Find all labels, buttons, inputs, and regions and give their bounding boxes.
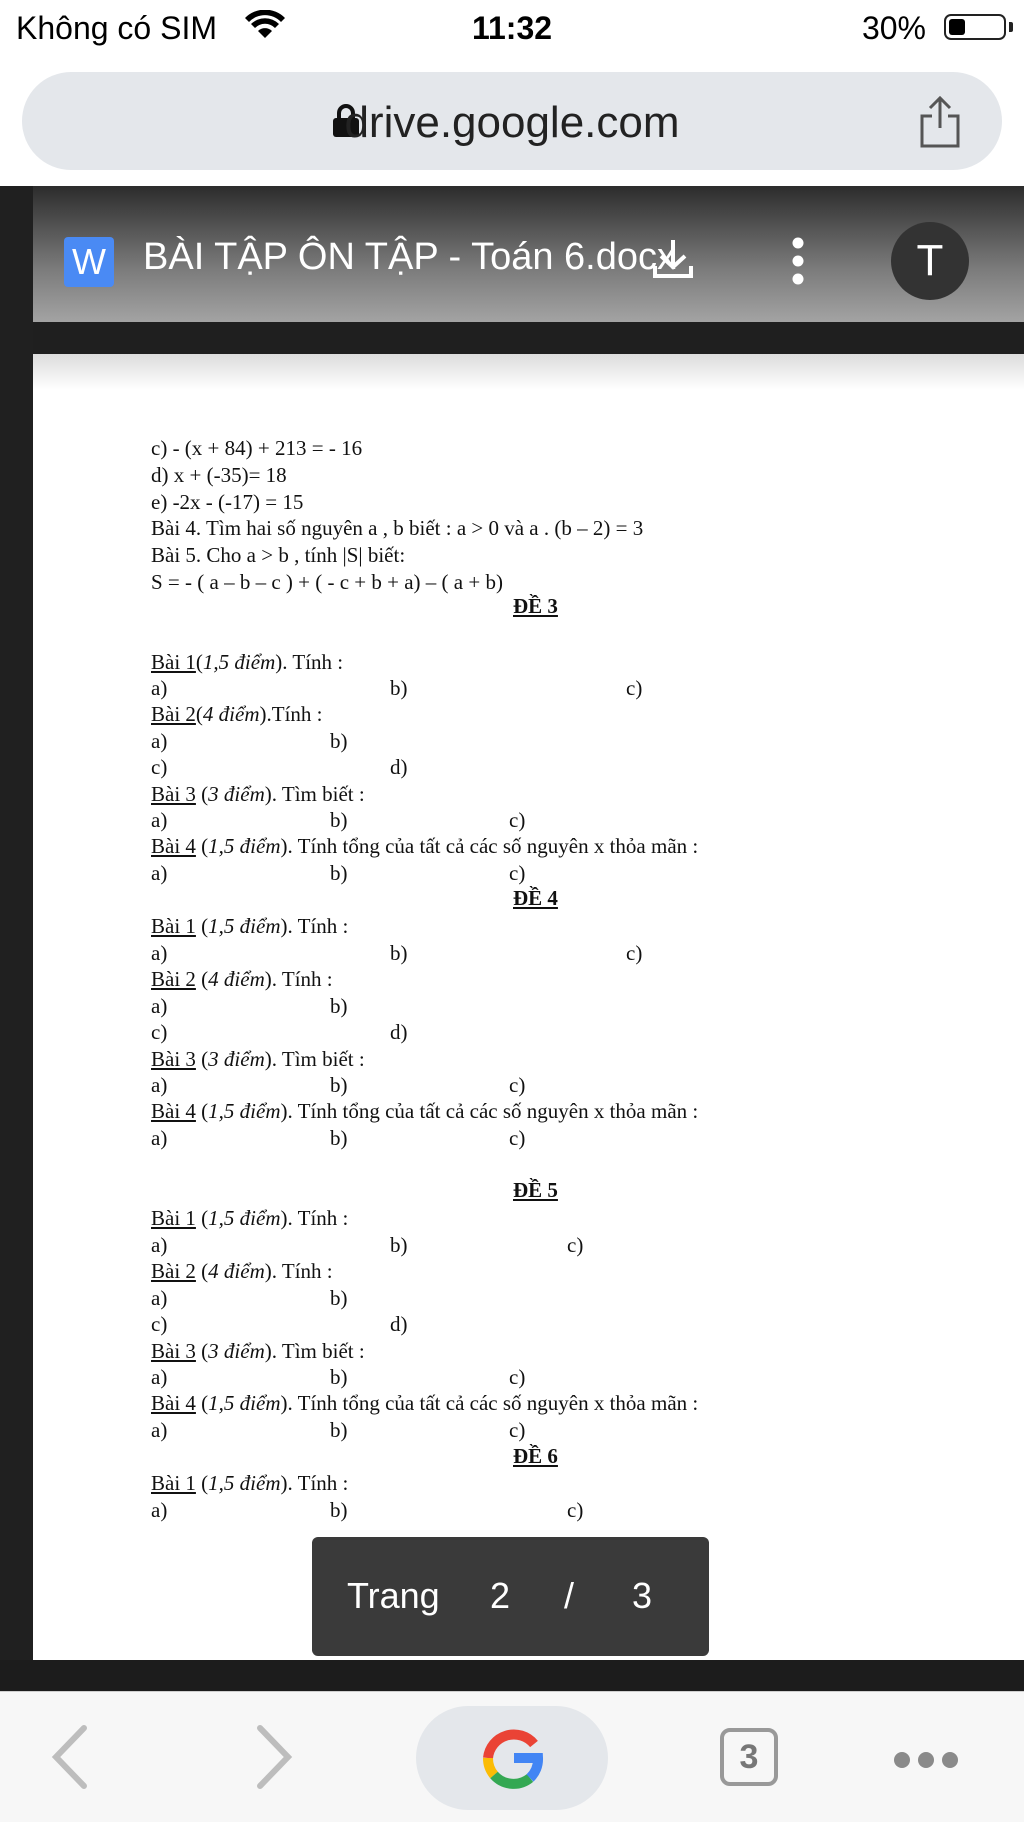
answer-b: b) — [390, 676, 408, 700]
exercise-label: Bài 2 — [151, 967, 196, 991]
answer-c: c) — [567, 1498, 584, 1522]
answer-d: d) — [390, 1020, 408, 1044]
answer-a: a) — [151, 1233, 168, 1257]
section-heading-de4: ĐỀ 4 — [513, 886, 558, 910]
doc-line: c) - (x + 84) + 213 = - 16 — [151, 436, 363, 460]
total-pages: 3 — [632, 1575, 653, 1616]
points: 1,5 điểm — [208, 1206, 281, 1230]
exercise-title: Bài 2 (4 điểm). Tính : — [151, 1259, 333, 1283]
page-label: Trang — [347, 1575, 440, 1616]
exercise-title: Bài 1(1,5 điểm). Tính : — [151, 650, 344, 674]
answer-b: b) — [330, 729, 348, 753]
exercise-instruction: ). Tính : — [264, 1259, 333, 1283]
exercise-instruction: ). Tính : — [280, 914, 349, 938]
answer-c: c) — [509, 1073, 526, 1097]
url-bar-container — [0, 58, 1024, 186]
points: 1,5 điểm — [208, 834, 281, 858]
answer-a: a) — [151, 1073, 168, 1097]
answer-c: c) — [509, 1418, 526, 1442]
url-text[interactable]: drive.google.com — [344, 98, 680, 147]
document-page[interactable] — [33, 354, 1024, 1660]
points: 1,5 điểm — [208, 914, 281, 938]
exercise-title: Bài 1 (1,5 điểm). Tính : — [151, 1471, 349, 1495]
answer-a: a) — [151, 861, 168, 885]
page-indicator — [312, 1537, 709, 1656]
back-arrow-icon[interactable] — [48, 1722, 92, 1797]
answer-b: b) — [390, 941, 408, 965]
battery-tip — [1009, 22, 1013, 32]
account-avatar[interactable]: T — [891, 222, 969, 300]
status-bar — [0, 0, 1024, 58]
doc-line: d) x + (-35)= 18 — [151, 463, 287, 487]
word-file-icon: W — [64, 237, 114, 287]
answer-d: d) — [390, 755, 408, 779]
answer-b: b) — [330, 1365, 348, 1389]
exercise-title: Bài 2(4 điểm).Tính : — [151, 702, 323, 726]
google-g-icon — [480, 1726, 544, 1790]
exercise-label: Bài 1 — [151, 1471, 196, 1495]
answer-b: b) — [330, 1073, 348, 1097]
url-bar[interactable] — [22, 72, 1002, 170]
battery-icon — [944, 14, 1006, 40]
exercise-title: Bài 3 (3 điểm). Tìm biết : — [151, 1047, 365, 1071]
exercise-instruction: ). Tính tổng của tất cả các số nguyên x thỏa mãn : — [280, 1099, 699, 1123]
forward-arrow-icon[interactable] — [252, 1722, 296, 1797]
exercise-instruction: ). Tính : — [275, 650, 344, 674]
left-frame — [0, 186, 33, 1691]
answer-a: a) — [151, 729, 168, 753]
current-page: 2 — [490, 1575, 511, 1616]
exercise-title: Bài 3 (3 điểm). Tìm biết : — [151, 782, 365, 806]
exercise-label: Bài 4 — [151, 1099, 196, 1123]
points: 1,5 điểm — [208, 1391, 281, 1415]
points: 1,5 điểm — [208, 1099, 281, 1123]
exercise-label: Bài 4 — [151, 834, 196, 858]
answer-b: b) — [330, 1286, 348, 1310]
viewer-header — [33, 186, 1024, 322]
page-top-shadow — [33, 354, 1024, 390]
exercise-instruction: ). Tìm biết : — [264, 1339, 365, 1363]
exercise-instruction: ). Tính : — [280, 1206, 349, 1230]
answer-a: a) — [151, 1418, 168, 1442]
answer-b: b) — [330, 1498, 348, 1522]
points: 1,5 điểm — [208, 1471, 281, 1495]
section-heading-de6: ĐỀ 6 — [513, 1444, 558, 1468]
more-vert-icon[interactable] — [791, 236, 805, 291]
battery-fill — [949, 19, 965, 35]
page-separator: / — [564, 1575, 575, 1616]
exercise-instruction: ). Tính tổng của tất cả các số nguyên x thỏa mãn : — [280, 1391, 699, 1415]
answer-a: a) — [151, 1126, 168, 1150]
answer-a: a) — [151, 941, 168, 965]
points: 3 điểm — [208, 782, 265, 806]
answer-b: b) — [330, 1418, 348, 1442]
exercise-label: Bài 3 — [151, 782, 196, 806]
exercise-instruction: ). Tính tổng của tất cả các số nguyên x thỏa mãn : — [280, 834, 699, 858]
battery-percent: 30% — [861, 10, 926, 46]
answer-b: b) — [390, 1233, 408, 1257]
doc-line: e) -2x - (-17) = 15 — [151, 490, 304, 514]
viewer-bottom-frame — [0, 1660, 1024, 1691]
doc-line: Bài 4. Tìm hai số nguyên a , b biết : a > 0 và a . (b – 2) = 3 — [151, 516, 644, 540]
exercise-instruction: ). Tính : — [280, 1471, 349, 1495]
exercise-title: Bài 1 (1,5 điểm). Tính : — [151, 1206, 349, 1230]
exercise-label: Bài 3 — [151, 1047, 196, 1071]
tabs-button[interactable]: 3 — [720, 1728, 778, 1786]
exercise-label: Bài 1 — [151, 1206, 196, 1230]
answer-c: c) — [626, 941, 643, 965]
answer-b: b) — [330, 1126, 348, 1150]
answer-a: a) — [151, 994, 168, 1018]
answer-a: a) — [151, 1365, 168, 1389]
answer-c: c) — [509, 861, 526, 885]
header-gap — [33, 322, 1024, 354]
share-icon[interactable] — [918, 94, 962, 153]
section-heading-de3: ĐỀ 3 — [513, 594, 558, 618]
points: 4 điểm — [202, 702, 260, 726]
points: 4 điểm — [208, 967, 265, 991]
exercise-label: Bài 4 — [151, 1391, 196, 1415]
answer-b: b) — [330, 994, 348, 1018]
exercise-label: Bài 1 — [151, 914, 196, 938]
points: 1,5 điểm — [202, 650, 276, 674]
answer-c: c) — [509, 808, 526, 832]
answer-c: c) — [626, 676, 643, 700]
exercise-instruction: ). Tìm biết : — [264, 1047, 365, 1071]
answer-b: b) — [330, 861, 348, 885]
doc-line: Bài 5. Cho a > b , tính |S| biết: — [151, 543, 406, 567]
answer-a: a) — [151, 1286, 168, 1310]
exercise-instruction: ).Tính : — [259, 702, 323, 726]
points: 4 điểm — [208, 1259, 265, 1283]
more-horiz-icon[interactable] — [894, 1752, 966, 1773]
exercise-title: Bài 3 (3 điểm). Tìm biết : — [151, 1339, 365, 1363]
exercise-title: Bài 1 (1,5 điểm). Tính : — [151, 914, 349, 938]
exercise-instruction: ). Tính : — [264, 967, 333, 991]
answer-c: c) — [567, 1233, 584, 1257]
google-search-button[interactable] — [416, 1706, 608, 1810]
answer-a: a) — [151, 1498, 168, 1522]
answer-b: b) — [330, 808, 348, 832]
exercise-title: Bài 4 (1,5 điểm). Tính tổng của tất cả các số nguyên x thỏa mãn : — [151, 1099, 699, 1123]
carrier-label: Không có SIM — [16, 10, 217, 46]
browser-toolbar — [0, 1691, 1024, 1822]
exercise-label: Bài 1 — [151, 650, 196, 674]
points: 3 điểm — [208, 1339, 265, 1363]
document-title: BÀI TẬP ÔN TẬP - Toán 6.docx — [143, 236, 676, 278]
exercise-title: Bài 4 (1,5 điểm). Tính tổng của tất cả các số nguyên x thỏa mãn : — [151, 1391, 699, 1415]
answer-c: c) — [151, 755, 168, 779]
answer-d: d) — [390, 1312, 408, 1336]
answer-a: a) — [151, 808, 168, 832]
answer-c: c) — [509, 1365, 526, 1389]
answer-c: c) — [509, 1126, 526, 1150]
answer-a: a) — [151, 676, 168, 700]
exercise-title: Bài 4 (1,5 điểm). Tính tổng của tất cả các số nguyên x thỏa mãn : — [151, 834, 699, 858]
points: 3 điểm — [208, 1047, 265, 1071]
doc-line: S = - ( a – b – c ) + ( - c + b + a) – ( a + b) — [151, 570, 503, 594]
answer-c: c) — [151, 1020, 168, 1044]
section-heading-de5: ĐỀ 5 — [513, 1178, 558, 1202]
exercise-label: Bài 3 — [151, 1339, 196, 1363]
clock: 11:32 — [471, 10, 553, 46]
exercise-instruction: ). Tìm biết : — [264, 782, 365, 806]
download-icon[interactable] — [651, 236, 695, 285]
exercise-label: Bài 2 — [151, 702, 196, 726]
exercise-title: Bài 2 (4 điểm). Tính : — [151, 967, 333, 991]
exercise-label: Bài 2 — [151, 1259, 196, 1283]
answer-c: c) — [151, 1312, 168, 1336]
